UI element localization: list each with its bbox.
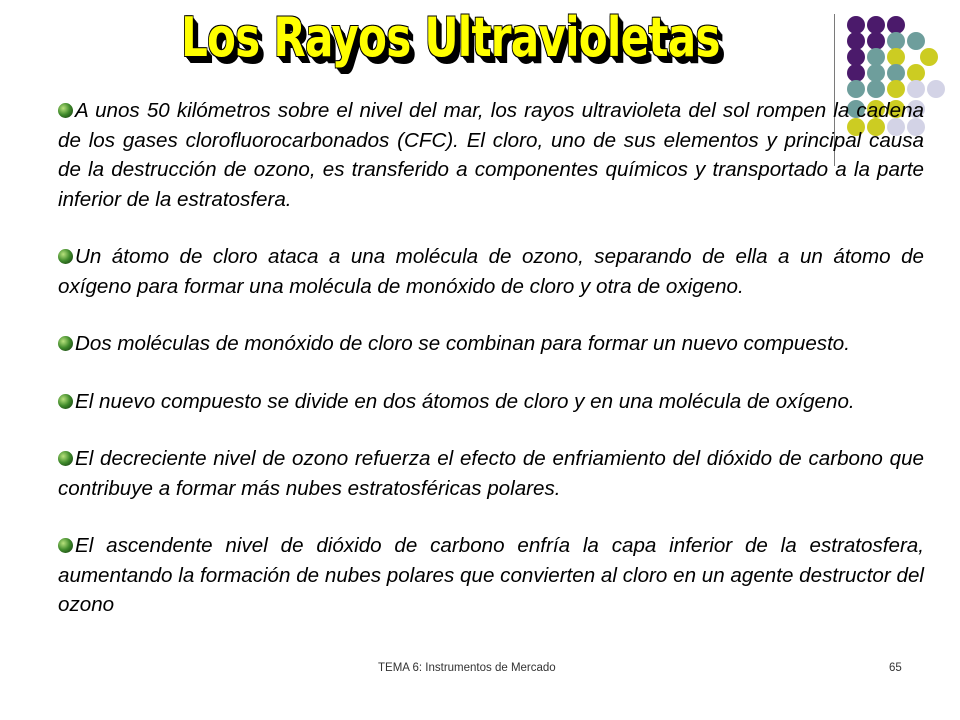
- green-sphere-bullet-icon: [58, 249, 73, 264]
- green-sphere-bullet-icon: [58, 394, 73, 409]
- green-sphere-bullet-icon: [58, 103, 73, 118]
- paragraph-text: Un átomo de cloro ataca a una molécula de ozono, separando de ella a un átomo de oxígeno para formar una molécula de monóxido de cloro y otra de oxigeno.: [58, 245, 924, 298]
- green-sphere-bullet-icon: [58, 336, 73, 351]
- dot: [927, 80, 945, 98]
- dot: [907, 32, 925, 50]
- paragraph-text: Dos moléculas de monóxido de cloro se combinan para formar un nuevo compuesto.: [75, 332, 850, 355]
- title-container: [0, 6, 900, 69]
- dot: [920, 48, 938, 66]
- green-sphere-bullet-icon: [58, 538, 73, 553]
- bullet-paragraph: [58, 329, 924, 359]
- bullet-paragraph: [58, 96, 924, 214]
- slide-title: Los Rayos Ultravioletas: [180, 6, 720, 69]
- bullet-paragraph: [58, 387, 924, 417]
- page-number: 65: [889, 662, 902, 674]
- body-text: [58, 96, 924, 648]
- paragraph-text: El nuevo compuesto se divide en dos átomos de cloro y en una molécula de oxígeno.: [75, 389, 855, 413]
- bullet-paragraph: [58, 531, 924, 620]
- paragraph-text: A unos 50 kilómetros sobre el nivel del mar, los rayos ultravioleta del sol rompen la cadena de los gases clorofluorocarbonados (CFC). El cloro, uno de sus elementos y principal causa de la destrucción de ozono, es transferido a componentes químicos y transportado a la parte inferior de la estratosfera.: [58, 99, 924, 211]
- bullet-paragraph: [58, 242, 924, 301]
- bullet-paragraph: [58, 444, 924, 503]
- paragraph-text: El ascendente nivel de dióxido de carbono enfría la capa inferior de la estratosfera, aumentando la formación de nubes polares que convierten al cloro en un agente destructor del ozono: [58, 534, 924, 616]
- green-sphere-bullet-icon: [58, 451, 73, 466]
- paragraph-text: El decreciente nivel de ozono refuerza el efecto de enfriamiento del dióxido de carbono que contribuye a formar más nubes estratosféricas polares.: [58, 447, 924, 500]
- footer-title: TEMA 6: Instrumentos de Mercado: [378, 662, 556, 674]
